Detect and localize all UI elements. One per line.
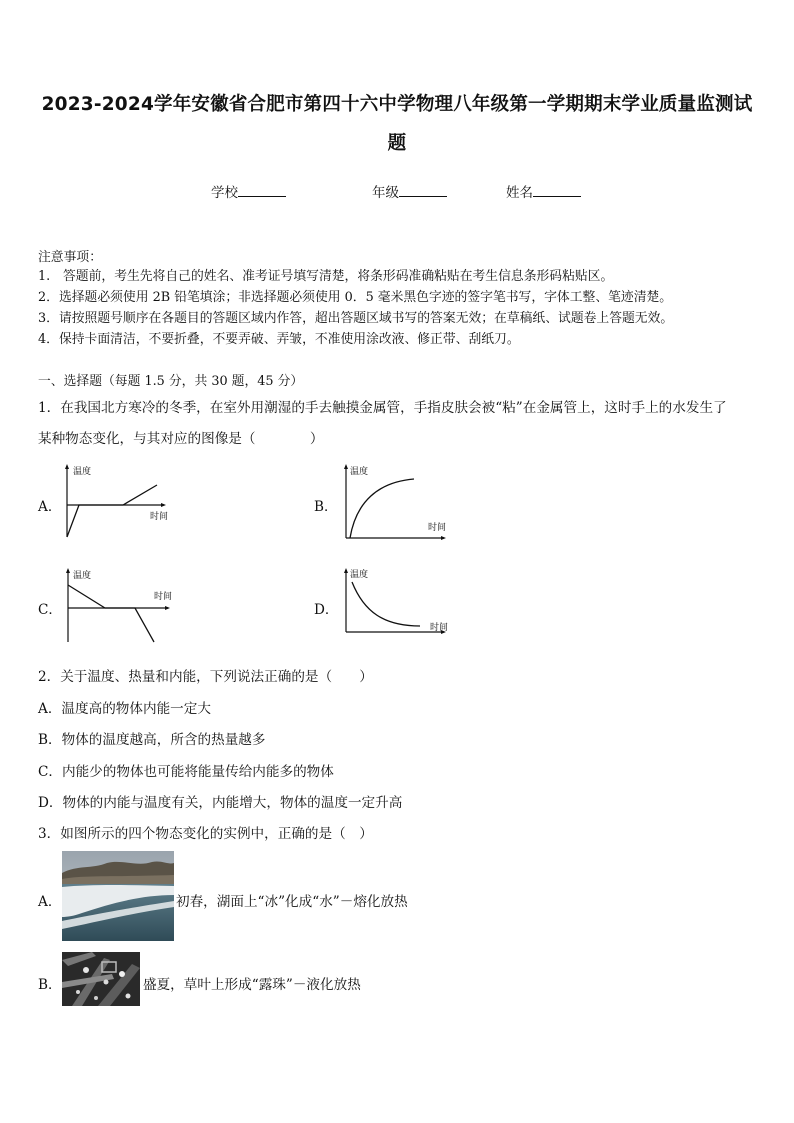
- curve-line: [350, 479, 414, 538]
- school-label: 学校: [211, 185, 238, 201]
- x-axis-label: 时间: [154, 592, 173, 602]
- note-item: 4．保持卡面清洁，不要折叠，不要弄破、弄皱，不准使用涂改液、修正带、刮纸刀。: [38, 332, 520, 347]
- q1-stem-line1: 1．在我国北方寒冷的冬季，在室外用潮湿的手去触摸金属管，手指皮肤会被“粘”在金属管上，这时手上的水发生了: [38, 400, 727, 416]
- y-axis-label: 温度: [350, 467, 369, 477]
- q3-option-a-letter: A．: [38, 894, 62, 910]
- q1-graph-a: [62, 462, 182, 542]
- x-axis-label: 时间: [150, 512, 169, 522]
- y-axis-arrow: [66, 568, 70, 573]
- exam-title-line2: 题: [387, 133, 407, 154]
- q2-option-b: B．物体的温度越高，所含的热量越多: [38, 732, 266, 748]
- x-axis-label: 时间: [428, 523, 447, 533]
- q1-option-a-label: A．: [38, 499, 62, 515]
- name-field: [506, 181, 581, 201]
- notes-heading: 注意事项：: [38, 250, 102, 265]
- q2-option-c: C．内能少的物体也可能将能量传给内能多的物体: [38, 764, 334, 780]
- q2-option-a: A．温度高的物体内能一定大: [38, 701, 211, 717]
- q1-graph-c: [62, 566, 182, 646]
- q1-option-c-label: C．: [38, 602, 62, 618]
- q3-stem: 3．如图所示的四个物态变化的实例中，正确的是（ ）: [38, 826, 373, 842]
- curve-line: [352, 582, 420, 626]
- curve-line: [68, 585, 154, 642]
- q1-option-b-label: B．: [314, 499, 338, 515]
- dew-grass-photo: [62, 952, 140, 1006]
- y-axis-arrow: [344, 464, 348, 469]
- grade-field: [372, 181, 447, 201]
- grade-label: 年级: [372, 185, 399, 201]
- q3-option-b-text: 盛夏，草叶上形成“露珠”－液化放热: [143, 977, 361, 993]
- y-axis-label: 温度: [73, 571, 92, 581]
- y-axis-arrow: [65, 464, 69, 469]
- q1-stem-line2: 某种物态变化，与其对应的图像是（ ）: [38, 431, 324, 447]
- q1-option-d-label: D．: [314, 602, 339, 618]
- q1-graph-b: [338, 462, 458, 544]
- q2-stem: 2．关于温度、热量和内能，下列说法正确的是（ ）: [38, 669, 373, 685]
- x-axis-arrow: [165, 606, 170, 610]
- school-blank: [238, 184, 286, 197]
- x-axis-arrow: [441, 536, 446, 540]
- exam-title-line1: 2023-2024学年安徽省合肥市第四十六中学物理八年级第一学期期末学业质量监测试: [41, 94, 753, 115]
- y-axis-label: 温度: [73, 467, 92, 477]
- name-label: 姓名: [506, 185, 533, 201]
- y-axis-label: 温度: [350, 570, 369, 580]
- curve-line: [67, 485, 157, 537]
- note-item: 2．选择题必须使用 2B 铅笔填涂；非选择题必须使用 0．5 毫米黑色字迹的签字笔书写，字体工整、笔迹清楚。: [38, 290, 673, 305]
- note-item: 3．请按照题号顺序在各题目的答题区域内作答，超出答题区域书写的答案无效；在草稿纸、试题卷上答题无效。: [38, 311, 674, 326]
- grade-blank: [399, 184, 447, 197]
- q3-option-b-letter: B．: [38, 977, 62, 993]
- note-item: 1. 答题前，考生先将自己的姓名、准考证号填写清楚，将条形码准确粘贴在考生信息条形码粘贴区。: [38, 269, 614, 284]
- name-blank: [533, 184, 581, 197]
- x-axis-label: 时间: [430, 623, 449, 633]
- q3-option-a-text: 初春，湖面上“冰”化成“水”－熔化放热: [176, 894, 408, 910]
- school-field: [211, 181, 286, 201]
- section-heading: 一、选择题（每题 1.5 分，共 30 题，45 分）: [38, 374, 304, 389]
- x-axis-arrow: [161, 503, 166, 507]
- q1-graph-d: [338, 566, 458, 648]
- lake-ice-photo: [62, 851, 174, 941]
- y-axis-arrow: [344, 568, 348, 573]
- q2-option-d: D．物体的内能与温度有关，内能增大，物体的温度一定升高: [38, 795, 403, 811]
